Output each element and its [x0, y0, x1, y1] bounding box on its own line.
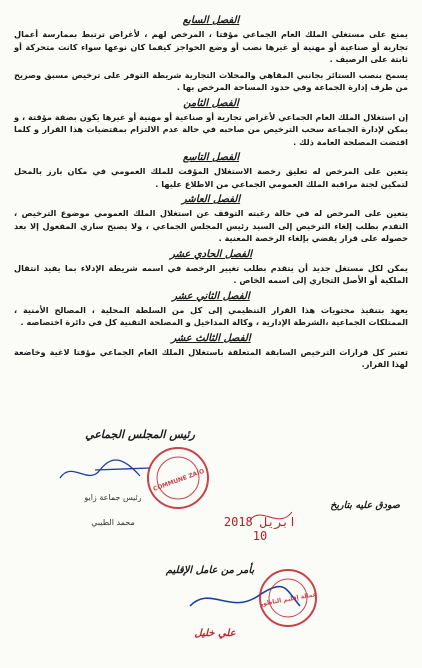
governor-name: علي خليل	[194, 628, 236, 639]
governor-signature	[190, 587, 300, 606]
article-title: الفصل الثالث عشر	[171, 332, 251, 344]
ratified-label: صودق عليه بتاريخ	[330, 500, 400, 511]
article-13	[14, 332, 408, 371]
commune-stamp-text: COMMUNE ZAIO	[152, 467, 206, 493]
article-title: الفصل العاشر	[181, 194, 241, 205]
article-paragraph: يمكن لكل مستغل جديد أن يتقدم بطلب تغيير الرخصة في اسمه شريطة الإدلاء بما يفيد انتقال الملكية أو الأصل التجاري إلى اسمه الخاص .	[14, 262, 408, 285]
article-12	[14, 290, 408, 329]
article-11	[14, 248, 408, 287]
president-name: محمد الطيبي	[91, 518, 135, 527]
article-paragraph: يتعين على المرخص له في حالة رغبته التوقف عن استغلال الملك العمومي موضوع الترخيص ، التقدم بطلب إلغاء الترخيص إلى السيد رئيس المجلس الجماعي ، ولا يصبح ساري المفعول إلا بعد حصوله على قرار يقضي بإلغاء الرخصة المعنية .	[14, 208, 408, 243]
article-paragraph: إن استغلال الملك العام الجماعي لأغراض تجارية أو صناعية أو مهنية أو غيرها يكون بصفة مؤقتة ، و يمكن لإدارة الجماعة سحب الترخيص من صاحبه في حالة عدم الالتزام بمقتضيات هذا القرار و كلما اقتضت المصلحة العامة ذلك .	[14, 111, 408, 147]
article-paragraph: يتعين على المرخص له تعليق رخصة الاستغلال المؤقت للملك العمومي في مكان بارز بالمحل لتمكين لجنة مراقبة الملك العمومي الجماعي من الاطلاع عليها .	[14, 166, 408, 189]
article-paragraph: تعتبر كل قرارات الترخيص السابقة المتعلقة باستغلال الملك العام الجماعي مؤقتا لاغية وخاضعة لهذا القرار.	[14, 346, 408, 369]
article-title: الفصل التاسع	[182, 152, 240, 163]
article-title: الفصل الحادي عشر	[169, 248, 253, 260]
governor-title: بأمر من عامل الإقليم	[165, 565, 255, 576]
article-8	[14, 97, 408, 149]
president-signature	[60, 460, 150, 478]
article-title: الفصل الثامن	[183, 97, 239, 109]
article-title: الفصل الثاني عشر	[172, 290, 250, 302]
article-10	[14, 193, 408, 245]
president-role: رئيس جماعة زايو	[84, 493, 142, 502]
council-title: رئيس المجلس الجماعي	[85, 428, 195, 441]
article-paragraph: يعهد بتنفيذ محتويات هذا القرار التنظيمي إلى كل من السلطة المحلية ، المصالح الأمنية ، الممتلكات الجماعية ،الشرطة الإدارية ، وكالة المداخيل و المصلحة التقنية كل في دائرة اختصاصه .	[14, 304, 408, 327]
article-9	[14, 151, 408, 190]
article-title: الفصل السابع	[182, 15, 240, 26]
document-body	[14, 14, 408, 371]
province-stamp	[258, 570, 317, 626]
ratified-date: 2018 ابريل 10	[223, 515, 297, 543]
article-paragraph: يمنع على مستغلي الملك العام الجماعي مؤقتا ، المرخص لهم ، لأغراض ترتبط بممارسة أعمال تجارية أو صناعية أو مهنية أو غيرها نصب أو وضع الحواجز كيفما كان نوعها سواء كانت متحركة أو ثابتة على الرصيف .	[14, 29, 408, 64]
article-7	[14, 14, 408, 94]
province-stamp-text: عمالة إقليم الناظور	[259, 591, 318, 608]
article-paragraph: يسمح بنصب الستائر بجانبي المقاهي والمحلات التجارية شريطة التوفر على ترخيص مسبق وصريح من طرف إدارة الجماعة وفي حدود المساحة المرخص بها .	[14, 69, 408, 92]
